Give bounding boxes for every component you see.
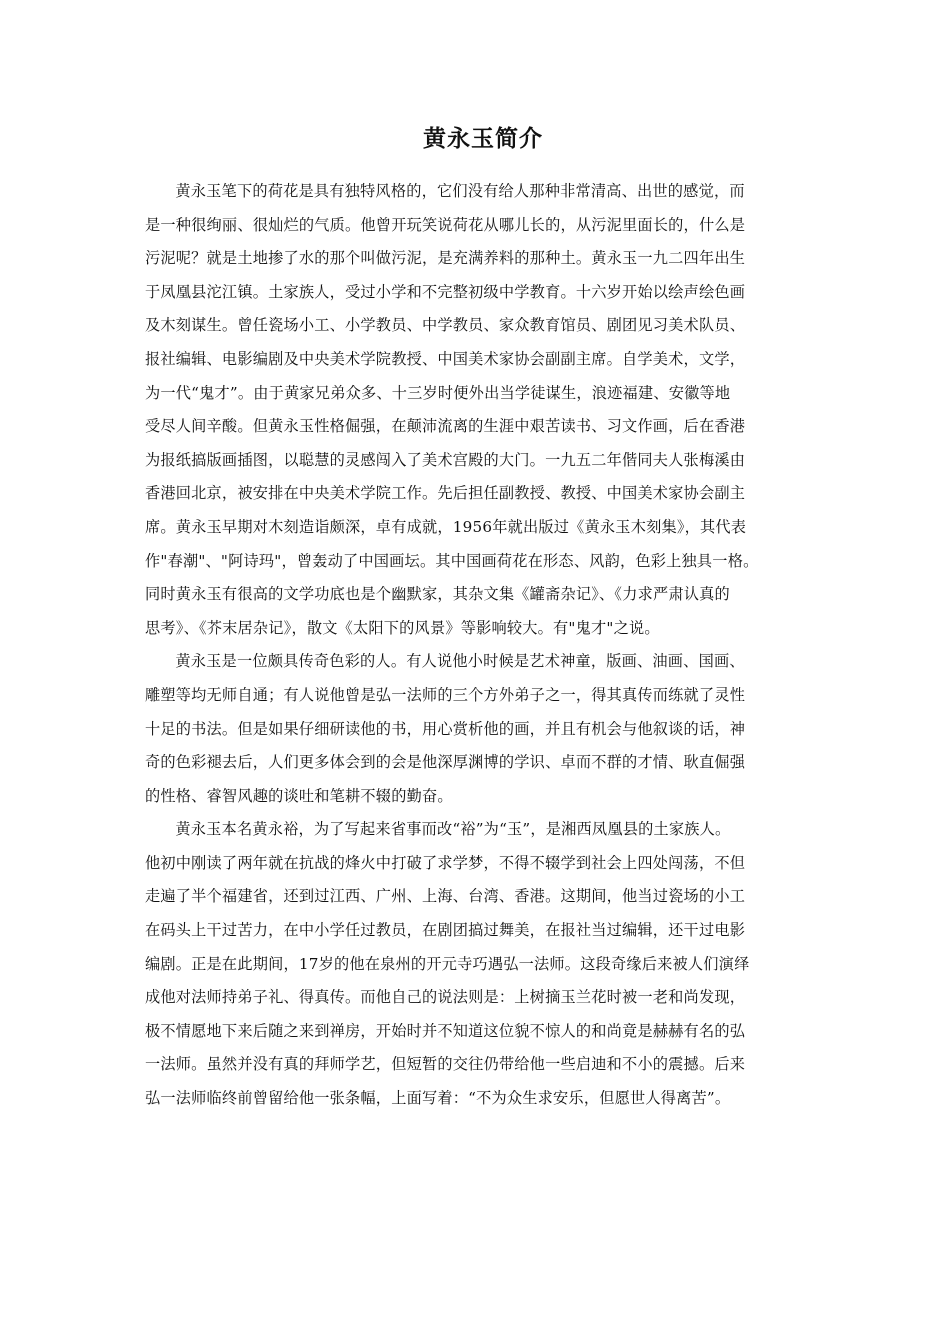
text-line: 黄永玉是一位颇具传奇色彩的人。有人说他小时候是艺术神童，版画、油画、国画、 (175, 652, 745, 671)
text-line: 一法师。虽然并没有真的拜师学艺，但短暂的交往仍带给他一些启迪和不小的震撼。后来 (145, 1055, 746, 1074)
text-line: 极不情愿地下来后随之来到禅房，开始时并不知道这位貌不惊人的和尚竟是赫赫有名的弘 (145, 1021, 746, 1040)
text-line: 思考》、《芥末居杂记》，散文《太阳下的风景》等影响较大。有"鬼才"之说。 (145, 618, 660, 637)
text-line: 是一种很绚丽、很灿烂的气质。他曾开玩笑说荷花从哪儿长的，从污泥里面长的，什么是 (145, 215, 746, 234)
document-title: 黄永玉简介 (423, 125, 543, 152)
text-line: 香港回北京，被安排在中央美术学院工作。先后担任副教授、教授、中国美术家协会副主 (145, 484, 746, 503)
text-line: 为报纸搞版画插图，以聪慧的灵感闯入了美术宫殿的大门。一九五二年偕同夫人张梅溪由 (145, 450, 746, 469)
text-line: 及木刻谋生。曾任瓷场小工、小学教员、中学教员、家众教育馆员、剧团见习美术队员、 (145, 316, 746, 335)
text-line: 黄永玉本名黄永裕，为了写起来省事而改“裕”为“玉”，是湘西凤凰县的土家族人。 (175, 820, 731, 839)
text-line: 作"春潮"、"阿诗玛"，曾轰动了中国画坛。其中国画荷花在形态、风韵，色彩上独具一格。 (145, 551, 759, 570)
paragraph-1 (145, 175, 821, 645)
text-line: 的性格、睿智风趣的谈吐和笔耕不辍的勤奋。 (145, 786, 453, 805)
text-line: 雕塑等均无师自通；有人说他曾是弘一法师的三个方外弟子之一，得其真传而练就了灵性 (145, 685, 746, 704)
text-line: 污泥呢？就是土地掺了水的那个叫做污泥，是充满养料的那种土。黄永玉一九二四年出生 (145, 249, 746, 268)
text-line: 为一代“鬼才”。由于黄家兄弟众多、十三岁时便外出当学徒谋生，浪迹福建、安徽等地 (145, 383, 731, 402)
text-line: 黄永玉笔下的荷花是具有独特风格的，它们没有给人那种非常清高、出世的感觉，而 (175, 182, 745, 200)
paragraph-2 (145, 645, 821, 813)
document-page (145, 120, 821, 1116)
text-line: 同时黄永玉有很高的文学功底也是个幽默家，其杂文集《罐斋杂记》、《力求严肃认真的 (145, 585, 730, 604)
text-line: 在码头上干过苦力，在中小学任过教员，在剧团搞过舞美，在报社当过编辑，还干过电影 (145, 921, 746, 940)
text-line: 十足的书法。但是如果仔细研读他的书，用心赏析他的画，并且有机会与他叙谈的话，神 (145, 719, 746, 738)
paragraph-3 (145, 813, 821, 1115)
text-line: 他初中刚读了两年就在抗战的烽火中打破了求学梦，不得不辍学到社会上四处闯荡，不但 (145, 853, 746, 872)
text-line: 编剧。正是在此期间，17岁的他在泉州的开元寺巧遇弘一法师。这段奇缘后来被人们演绎 (145, 954, 750, 973)
text-line: 走遍了半个福建省，还到过江西、广州、上海、台湾、香港。这期间，他当过瓷场的小工 (145, 887, 746, 906)
text-line: 于凤凰县沱江镇。土家族人，受过小学和不完整初级中学教育。十六岁开始以绘声绘色画 (145, 282, 746, 301)
text-line: 奇的色彩褪去后，人们更多体会到的会是他深厚渊博的学识、卓而不群的才情、耿直倔强 (145, 753, 746, 772)
text-line: 成他对法师持弟子礼、得真传。而他自己的说法则是：上树摘玉兰花时被一老和尚发现， (145, 988, 746, 1007)
text-line: 受尽人间辛酸。但黄永玉性格倔强，在颠沛流离的生涯中艰苦读书、习文作画，后在香港 (145, 417, 746, 436)
text-line: 席。黄永玉早期对木刻造诣颇深，卓有成就，1956年就出版过《黄永玉木刻集》，其代表 (145, 517, 747, 536)
text-line: 报社编辑、电影编剧及中央美术学院教授、中国美术家协会副副主席。自学美术，文学， (145, 349, 746, 368)
text-line: 弘一法师临终前曾留给他一张条幅，上面写着：“不为众生求安乐，但愿世人得离苦”。 (145, 1089, 731, 1108)
